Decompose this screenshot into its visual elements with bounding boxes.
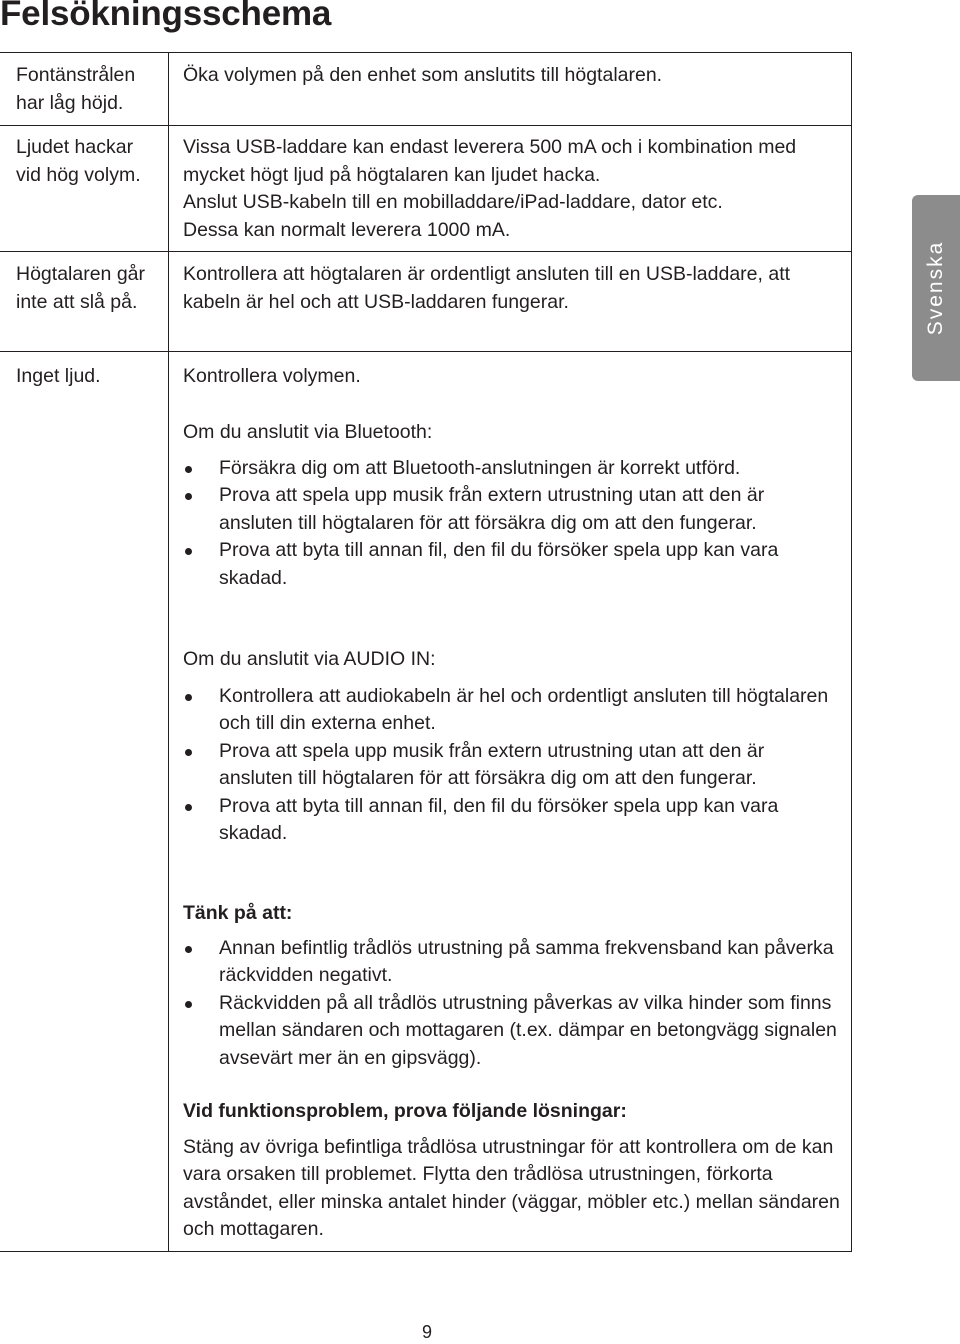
solution-text: Vissa USB-laddare kan endast leverera 500 mA och i kombination med mycket högt ljud på högtalaren kan ljudet hacka.: [183, 136, 797, 186]
list-item: Annan befintlig trådlös utrustning på samma frekvensband kan påverka räckvidden negativt.: [183, 935, 843, 990]
troubleshooting-table: [0, 52, 852, 1252]
row-divider: [0, 125, 852, 126]
solution-text: Öka volymen på den enhet som anslutits till högtalaren.: [183, 64, 663, 86]
bluetooth-section: [183, 419, 843, 592]
note-section: [183, 900, 843, 1072]
list-item: Prova att byta till annan fil, den fil du försöker spela upp kan vara skadad.: [183, 537, 843, 592]
problem-cell: Ljudet hackar vid hög volym.: [16, 136, 141, 186]
page-title: Felsökningsschema: [0, 0, 332, 33]
bullet-list: [183, 683, 843, 848]
list-item: Kontrollera att audiokabeln är hel och ordentligt ansluten till högtalaren och till din externa enhet.: [183, 683, 843, 738]
malfunction-section: [183, 1098, 843, 1244]
solution-cell: [183, 134, 843, 244]
bullet-list: [183, 935, 843, 1073]
solution-cell: [183, 363, 843, 391]
language-tab: [912, 195, 960, 381]
row-divider: [0, 351, 852, 352]
language-tab-label: Svenska: [924, 240, 947, 336]
problem-cell: Fontänstrålen har låg höjd.: [16, 64, 136, 114]
solution-text: Anslut USB-kabeln till en mobilladdare/iPad-laddare, dator etc.: [183, 191, 723, 213]
section-heading: Om du anslutit via Bluetooth:: [183, 421, 433, 443]
column-divider: [168, 53, 169, 1251]
solution-text: Dessa kan normalt leverera 1000 mA.: [183, 218, 511, 241]
list-item: Försäkra dig om att Bluetooth-anslutningen är korrekt utförd.: [183, 455, 843, 483]
solution-text: Kontrollera volymen.: [183, 365, 361, 387]
section-heading: Vid funktionsproblem, prova följande lösningar:: [183, 1100, 627, 1122]
page-number: 9: [421, 1322, 432, 1342]
bullet-list: [183, 455, 843, 593]
list-item: Räckvidden på all trådlös utrustning påverkas av vilka hinder som finns mellan sändaren och mottagaren (t.ex. dämpar en betongvägg signalen avsevärt mer än en gipsvägg).: [183, 990, 843, 1073]
audio-in-section: [183, 646, 843, 848]
solution-cell: [183, 261, 843, 316]
list-item: Prova att spela upp musik från extern utrustning utan att den är ansluten till högtalaren för att försäkra dig om att den fungerar.: [183, 738, 843, 793]
list-item: Prova att spela upp musik från extern utrustning utan att den är ansluten till högtalaren för att försäkra dig om att den fungerar.: [183, 482, 843, 537]
problem-cell: Högtalaren går inte att slå på.: [16, 263, 145, 313]
section-heading: Tänk på att:: [183, 902, 293, 924]
malfunction-text: Stäng av övriga befintliga trådlösa utrustningar för att kontrollera om de kan vara orsaken till problemet. Flytta den trådlösa utrustningen, förkorta avståndet, eller minska antalet hinder (väggar, möbler etc.) mellan sändaren och mottagaren.: [183, 1135, 840, 1240]
problem-cell: Inget ljud.: [16, 365, 101, 387]
list-item: Prova att byta till annan fil, den fil du försöker spela upp kan vara skadad.: [183, 793, 843, 848]
section-heading: Om du anslutit via AUDIO IN:: [183, 648, 436, 670]
solution-text: Kontrollera att högtalaren är ordentligt ansluten till en USB-laddare, att kabeln är hel och att USB-laddaren fungerar.: [183, 263, 791, 313]
row-divider: [0, 251, 852, 252]
solution-cell: [183, 62, 843, 90]
